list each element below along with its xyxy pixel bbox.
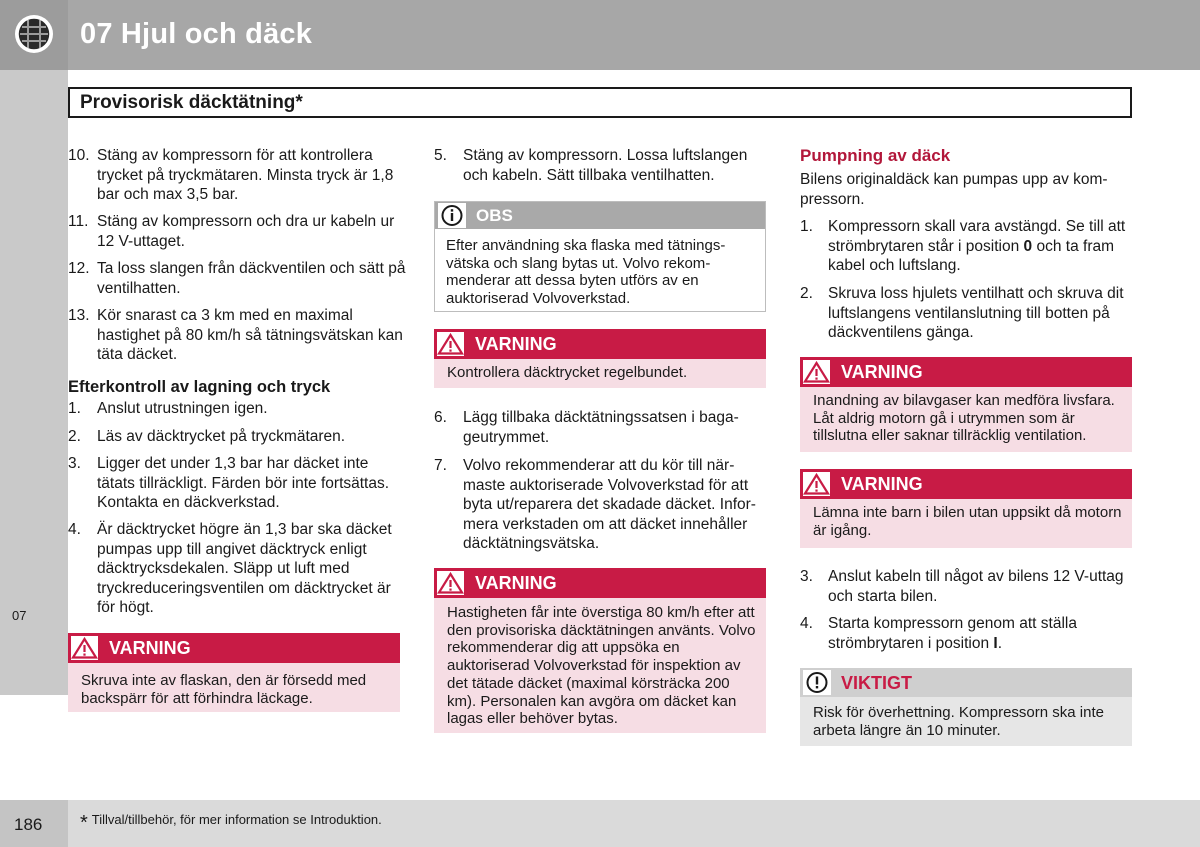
list-number: 4. (68, 521, 81, 538)
note-box (434, 201, 766, 312)
position-value: 0 (1023, 237, 1033, 255)
chapter-tab: 07 (12, 608, 27, 623)
warning-box (434, 329, 766, 388)
list-item (800, 567, 1136, 606)
warning-text: Hastigheten får inte överstiga 80 km/h efter att den provisoriska däcktätningen använts. Volvo rekommenderar dig att uppsöka en auktoriserad Volvoverkstad för inspektion av det tätade däcket (maximal körsträcka 200 km). Personalen kan avgöra om däcket kan lagas eller behöver bytas. (447, 604, 756, 728)
list-text (800, 614, 1136, 653)
intro-paragraph: Bilens originaldäck kan pumpas upp av kompressorn. (800, 171, 1108, 208)
warning-triangle-icon (71, 636, 98, 660)
warning-text: Kontrollera däcktrycket regelbundet. (447, 364, 688, 381)
list-number: 5. (434, 147, 447, 164)
list-item (68, 212, 406, 251)
warning-triangle-icon (803, 472, 830, 496)
warning-title: VARNING (475, 334, 557, 354)
list-text: Stäng av kompressorn och dra ur kabeln ur 12 V-uttaget. (97, 213, 395, 250)
subheading: Efterkontroll av lagning och tryck (68, 378, 331, 396)
list-text: Anslut utrustningen igen. (97, 400, 268, 417)
side-strip (0, 70, 68, 695)
warning-title: VARNING (841, 362, 923, 382)
list-item (434, 456, 768, 554)
list-number: 13. (68, 307, 90, 324)
list-text: Ta loss slangen från däckventilen och sätt på ventilhatten. (97, 260, 406, 297)
list-text (800, 217, 1136, 276)
list-item (68, 306, 406, 365)
warning-box (68, 633, 400, 712)
footnote-marker: * (80, 812, 88, 834)
list-item (68, 520, 406, 618)
list-text-part: och ta fram kabel och luftslang. (828, 237, 1115, 275)
position-value: I (993, 634, 998, 652)
section-title: Provisorisk däcktätning* (80, 92, 303, 113)
info-icon (438, 203, 466, 228)
warning-triangle-icon (437, 332, 464, 356)
list-item (800, 284, 1136, 343)
warning-text: Lämna inte barn i bilen utan uppsikt då motorn är igång. (813, 504, 1122, 539)
list-text-part: Kompressorn skall vara avstängd. Se till att strömbrytaren står i position (828, 218, 1126, 255)
note-text: Efter användning ska flaska med tätningsvätska och slang bytas ut. Volvo rekommenderar att dessa byten utförs av en auktoriserad Volvoverkstad. (446, 237, 726, 308)
list-number: 1. (68, 400, 81, 417)
list-item (68, 454, 406, 513)
list-text: Skruva loss hjulets ventilhatt och skruva dit luftslangens ventilanslutning till botten på däckventilens gänga. (828, 285, 1124, 342)
list-text-part: . (997, 634, 1003, 652)
wheel-tire-icon (14, 14, 54, 54)
note-title: OBS (476, 206, 513, 225)
list-item (800, 614, 1136, 653)
list-item (434, 408, 768, 447)
important-title: VIKTIGT (841, 673, 912, 693)
list-item (68, 146, 406, 205)
warning-text: Inandning av bilavgaser kan medföra livsfara. Låt aldrig motorn gå i utrymmen som är tillslutna eller saknar tillräcklig ventilation. (813, 392, 1115, 445)
list-text-part: Starta kompressorn genom att ställa strömbrytaren i position (828, 615, 1077, 652)
list-text: Volvo rekommenderar att du kör till närmaste auktoriserade Volvoverkstad för att byta ut/reparera det skadade däcket. Informera verkstaden om att däcket innehåller däcktätningsvätska. (463, 457, 756, 553)
list-text: Läs av däcktrycket på tryckmätaren. (97, 428, 346, 445)
list-text: Lägg tillbaka däcktätningssatsen i bagageutrymmet. (463, 409, 739, 446)
list-text: Anslut kabeln till något av bilens 12 V-uttag och starta bilen. (828, 568, 1124, 605)
warning-title: VARNING (475, 573, 557, 593)
footnote (80, 812, 382, 835)
warning-box (800, 357, 1132, 452)
list-text: Är däcktrycket högre än 1,3 bar ska däcket pumpas upp till angivet däcktryck enligt däcktrycksdekalen. Släpp ut luft med tryckreduceringsventilen om däcktrycket är för högt. (97, 521, 392, 617)
list-number: 11. (68, 213, 89, 230)
list-item (434, 146, 768, 185)
warning-box (434, 568, 766, 733)
list-item (68, 399, 406, 419)
chapter-title: 07 Hjul och däck (80, 18, 313, 50)
list-number: 3. (800, 568, 813, 585)
important-box (800, 668, 1132, 746)
important-text: Risk för överhettning. Kompressorn ska inte arbeta längre än 10 minuter. (813, 704, 1104, 739)
warning-text: Skruva inte av flaskan, den är försedd med backspärr för att förhindra läckage. (81, 672, 367, 707)
list-number: 7. (434, 457, 447, 474)
warning-triangle-icon (437, 571, 464, 595)
list-item (800, 217, 1136, 276)
list-text: Stäng av kompressorn. Lossa luftslangen och kabeln. Sätt tillbaka ventilhatten. (463, 147, 748, 184)
list-number: 1. (800, 218, 813, 235)
warning-title: VARNING (109, 638, 191, 658)
list-number: 4. (800, 615, 813, 632)
list-text: Stäng av kompressorn för att kontrollera trycket på tryckmätaren. Minsta tryck är 1,8 bar och max 3,5 bar. (97, 147, 394, 204)
list-item (68, 259, 406, 298)
list-text: Ligger det under 1,3 bar har däcket inte tätats tillräckligt. Färden bör inte fortsättas. Kontakta en däckverkstad. (97, 455, 390, 512)
list-item (68, 427, 406, 447)
warning-title: VARNING (841, 474, 923, 494)
list-number: 3. (68, 455, 81, 472)
list-number: 12. (68, 260, 90, 277)
list-number: 2. (68, 428, 81, 445)
list-number: 6. (434, 409, 447, 426)
exclamation-icon (803, 670, 831, 695)
footnote-text: Tillval/tillbehör, för mer information se Introduktion. (91, 812, 382, 827)
list-number: 2. (800, 285, 813, 302)
list-text: Kör snarast ca 3 km med en maximal hastighet på 80 km/h så tätningsvätskan kan täta däcket. (97, 307, 403, 364)
list-number: 10. (68, 147, 90, 164)
warning-box (800, 469, 1132, 548)
section-heading: Pumpning av däck (800, 146, 951, 165)
page-number: 186 (14, 815, 43, 834)
warning-triangle-icon (803, 360, 830, 384)
